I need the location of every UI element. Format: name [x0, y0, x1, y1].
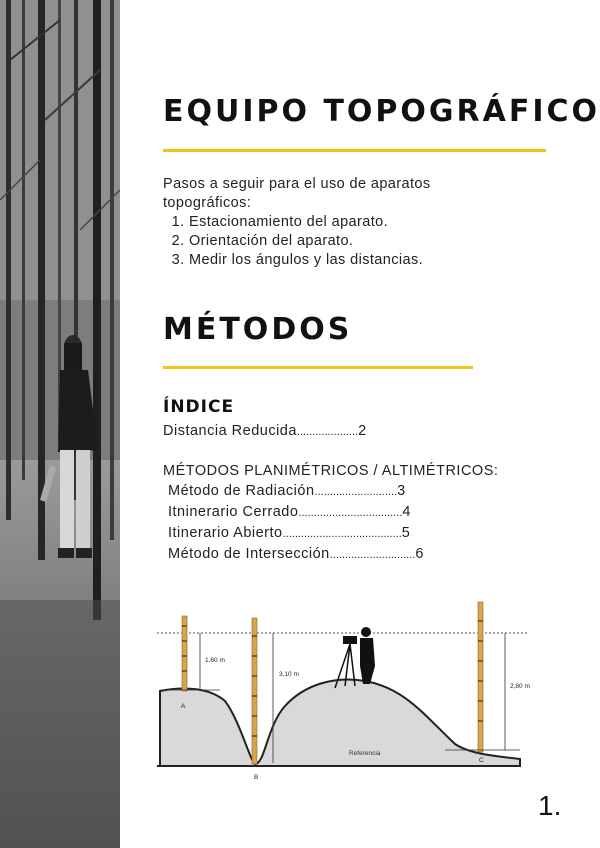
point-c-label: C	[479, 757, 484, 764]
toc-dots: ....................	[296, 426, 359, 438]
page-number: 1.	[538, 790, 562, 821]
steps-intro: Pasos a seguir para el uso de aparatos topográficos:	[163, 176, 431, 211]
toc-entry-interseccion[interactable]	[163, 544, 563, 565]
toc-page: 3	[397, 483, 406, 499]
point-a-label: A	[181, 703, 186, 710]
steps-block	[163, 175, 523, 270]
toc-dots: ..................................	[298, 507, 403, 519]
reference-label: Referencia	[349, 750, 381, 757]
toc-entry-radiacion[interactable]	[163, 481, 563, 502]
toc-dots: .......................................	[282, 528, 402, 540]
toc-entry-abierto[interactable]	[163, 523, 563, 544]
leveling-diagram	[155, 596, 530, 796]
toc-entry-label: Método de Intersección	[168, 546, 330, 562]
toc-section-title: MÉTODOS PLANIMÉTRICOS / ALTIMÉTRICOS:	[163, 463, 499, 479]
staff-c	[478, 602, 483, 752]
step-item: 1. Estacionamiento del aparato.	[189, 213, 523, 232]
toc-page: 6	[415, 546, 424, 562]
terrain-profile	[160, 680, 520, 766]
step-item: 3. Medir los ángulos y las distancias.	[189, 251, 523, 270]
toc-page: 5	[401, 525, 411, 541]
index-heading: ÍNDICE	[163, 397, 235, 417]
toc-entry-label: Itninerario Cerrado	[168, 504, 299, 520]
table-of-contents	[163, 421, 563, 565]
label-2: 3,10 m	[279, 671, 299, 678]
toc-entry-label: Itinerario Abierto	[168, 525, 283, 541]
toc-page: 4	[402, 504, 411, 520]
steps-list	[163, 213, 523, 270]
label-3: 2,80 m	[510, 683, 530, 690]
step-item: 2. Orientación del aparato.	[189, 232, 523, 251]
staff-b	[252, 618, 257, 764]
methods-title: MÉTODOS	[163, 312, 353, 347]
point-b-label: B	[254, 774, 259, 781]
label-1: 1,60 m	[205, 657, 225, 664]
forest-photo-art	[0, 0, 120, 848]
toc-dots: ............................	[329, 549, 416, 561]
toc-dots: ...........................	[314, 486, 398, 498]
forest-photo	[0, 0, 120, 848]
title-underline	[163, 149, 546, 152]
toc-entry-cerrado[interactable]	[163, 502, 563, 523]
methods-underline	[163, 366, 473, 369]
page-title: EQUIPO TOPOGRÁFICO	[163, 94, 600, 129]
toc-entry-distancia[interactable]	[163, 421, 563, 442]
toc-entry-label: Método de Radiación	[168, 483, 315, 499]
staff-a	[182, 616, 187, 691]
toc-page: 2	[358, 423, 367, 439]
toc-entry-label: Distancia Reducida	[163, 423, 297, 439]
